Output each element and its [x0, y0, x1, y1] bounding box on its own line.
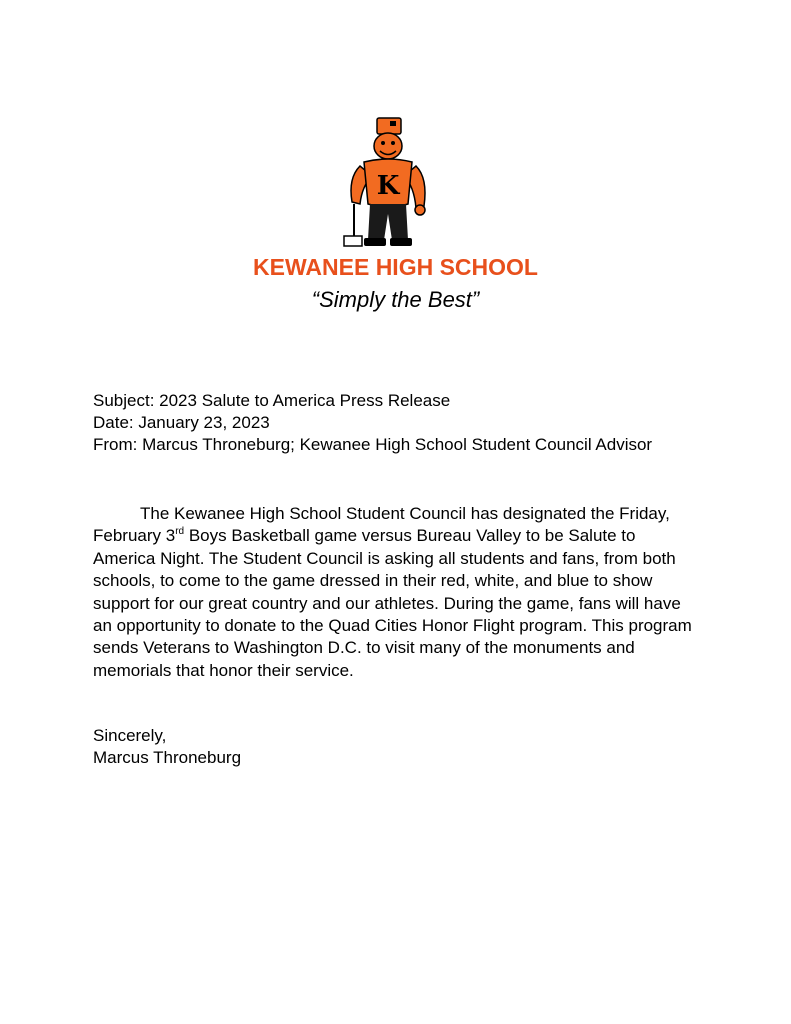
school-name: KEWANEE HIGH SCHOOL — [253, 254, 538, 280]
closing-signature: Marcus Throneburg — [93, 748, 242, 767]
memo-from: From: Marcus Throneburg; Kewanee High School Student Council Advisor — [93, 435, 653, 454]
mascot-hat — [377, 118, 401, 134]
memo-subject: Subject: 2023 Salute to America Press Release — [93, 391, 451, 410]
body-text-part2: Boys Basketball game versus Bureau Valley to be Salute to America Night. The Student Council is asking all students and fans, from both schools, to come to the game dressed in their red, white, and blue to show support for our great country and our athletes. During the game, fans will have an opportunity to donate to the Quad Cities Honor Flight program. This program sends Veterans to Washington D.C. to visit many of the monuments and memorials that honor their service. — [93, 526, 692, 680]
mascot-logo — [338, 114, 434, 252]
mascot-chest-letter: K — [376, 171, 400, 201]
memo-date: Date: January 23, 2023 — [93, 413, 270, 432]
closing-salutation: Sincerely, — [93, 726, 167, 745]
body-text-part1: The Kewanee High School Student Council has designated the Friday, February 3 — [93, 504, 670, 546]
date-ordinal-suffix: rd — [175, 526, 185, 538]
body-paragraph — [93, 503, 699, 682]
mascot-legs — [368, 204, 408, 240]
memo-header — [93, 390, 652, 456]
closing-block — [93, 725, 241, 769]
school-motto: “Simply the Best” — [311, 287, 480, 312]
